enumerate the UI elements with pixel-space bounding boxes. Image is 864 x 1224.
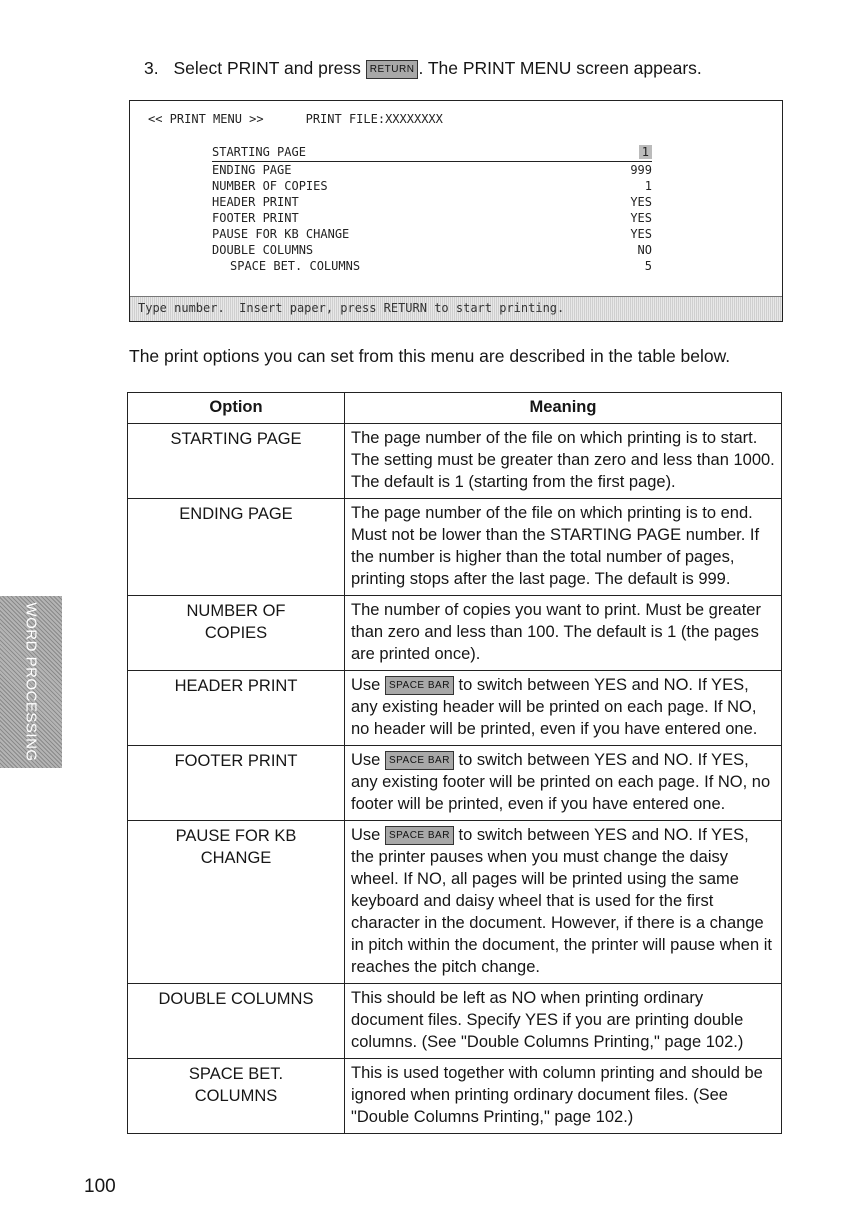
step-text-before: Select PRINT and press	[173, 58, 361, 78]
menu-row-value: YES	[630, 211, 652, 225]
option-name: DOUBLE COLUMNS	[128, 984, 345, 1059]
menu-row-starting-page[interactable]	[212, 145, 652, 162]
screen-file: PRINT FILE:XXXXXXXX	[305, 112, 443, 126]
meaning-prefix: Use	[351, 751, 381, 769]
space-bar-key-icon: SPACE BAR	[385, 751, 454, 770]
step-text-after: . The PRINT MENU screen appears.	[418, 58, 702, 78]
menu-row-header-print[interactable]	[212, 195, 652, 211]
menu-row-label: FOOTER PRINT	[212, 211, 299, 225]
step-number: 3.	[144, 58, 159, 78]
option-name: FOOTER PRINT	[128, 746, 345, 821]
option-meaning: The page number of the file on which printing is to end. Must not be lower than the STARTING PAGE number. If the number is higher than the total number of pages, printing stops after the last page. The default is 999.	[345, 499, 782, 596]
option-name: SPACE BET. COLUMNS	[128, 1059, 345, 1134]
menu-row-footer-print[interactable]	[212, 211, 652, 227]
menu-row-number-of-copies[interactable]	[212, 179, 652, 195]
option-meaning: The number of copies you want to print. Must be greater than zero and less than 100. The default is 1 (the pages are printed once).	[345, 596, 782, 671]
table-row	[128, 424, 782, 499]
options-table	[127, 392, 782, 1134]
option-name: HEADER PRINT	[128, 671, 345, 746]
option-name: ENDING PAGE	[128, 499, 345, 596]
screen-header	[148, 112, 443, 126]
menu-row-label: SPACE BET. COLUMNS	[230, 259, 361, 273]
menu-row-label: DOUBLE COLUMNS	[212, 243, 314, 257]
menu-row-pause-for-kb-change[interactable]	[212, 227, 652, 243]
status-bar	[130, 296, 782, 321]
table-row	[128, 499, 782, 596]
menu-row-value[interactable]: 1	[639, 145, 652, 159]
option-meaning: This should be left as NO when printing ordinary document files. Specify YES if you are printing double columns. (See "Double Columns Printing," page 102.)	[345, 984, 782, 1059]
menu-row-space-bet-columns[interactable]	[212, 259, 652, 275]
space-bar-key-icon: SPACE BAR	[385, 676, 454, 695]
menu-row-value: 5	[644, 259, 652, 273]
table-row	[128, 821, 782, 984]
menu-row-value: NO	[637, 243, 652, 257]
meaning-prefix: Use	[351, 826, 381, 844]
screen-title: << PRINT MENU >>	[148, 112, 264, 126]
return-key-icon: RETURN	[366, 60, 419, 79]
menu-row-value: 999	[630, 163, 652, 177]
menu-row-value: YES	[630, 227, 652, 241]
menu-row-value: YES	[630, 195, 652, 209]
option-meaning: This is used together with column printing and should be ignored when printing ordinary document files. (See "Double Columns Printing," page 102.)	[345, 1059, 782, 1134]
section-side-tab-label: WORD PROCESSING	[22, 602, 40, 762]
status-text: Type number. Insert paper, press RETURN to start printing.	[138, 301, 565, 315]
menu-row-label: PAUSE FOR KB CHANGE	[212, 227, 350, 241]
meaning-suffix: to switch between YES and NO. If YES, any existing header will be printed on each page. If NO, no header will be printed, even if you have entered one.	[351, 676, 758, 738]
menu-row-label: ENDING PAGE	[212, 163, 292, 177]
table-row	[128, 984, 782, 1059]
option-meaning: The page number of the file on which printing is to start. The setting must be greater than zero and less than 1000. The default is 1 (starting from the first page).	[345, 424, 782, 499]
page-number: 100	[84, 1176, 116, 1197]
menu-row-label: NUMBER OF COPIES	[212, 179, 328, 193]
option-meaning	[345, 821, 782, 984]
table-row	[128, 596, 782, 671]
option-name: PAUSE FOR KB CHANGE	[128, 821, 345, 984]
menu-row-double-columns[interactable]	[212, 243, 652, 259]
menu-row-label: STARTING PAGE	[212, 145, 306, 159]
menu-row-label: HEADER PRINT	[212, 195, 299, 209]
intro-paragraph: The print options you can set from this menu are described in the table below.	[129, 346, 731, 366]
meaning-suffix: to switch between YES and NO. If YES, the printer pauses when you must change the daisy wheel. If NO, all pages will be printed using the same keyboard and daisy wheel that is used for the first character in the document. However, if there is a change in pitch within the document, the printer will pause when it reaches the pitch change.	[351, 826, 772, 976]
meaning-suffix: to switch between YES and NO. If YES, any existing footer will be printed on each page. If NO, no footer will be printed, even if you have entered one.	[351, 751, 771, 813]
space-bar-key-icon: SPACE BAR	[385, 826, 454, 845]
table-row	[128, 746, 782, 821]
option-meaning	[345, 746, 782, 821]
option-meaning	[345, 671, 782, 746]
meaning-prefix: Use	[351, 676, 381, 694]
option-column-header: Option	[128, 393, 345, 424]
step-instruction	[144, 58, 702, 79]
table-row	[128, 1059, 782, 1134]
meaning-column-header: Meaning	[345, 393, 782, 424]
section-side-tab	[0, 596, 62, 768]
print-menu-screen	[129, 100, 783, 322]
table-header-row	[128, 393, 782, 424]
option-name: NUMBER OF COPIES	[128, 596, 345, 671]
table-row	[128, 671, 782, 746]
menu-row-value: 1	[644, 179, 652, 193]
option-name: STARTING PAGE	[128, 424, 345, 499]
menu-row-ending-page[interactable]	[212, 163, 652, 179]
